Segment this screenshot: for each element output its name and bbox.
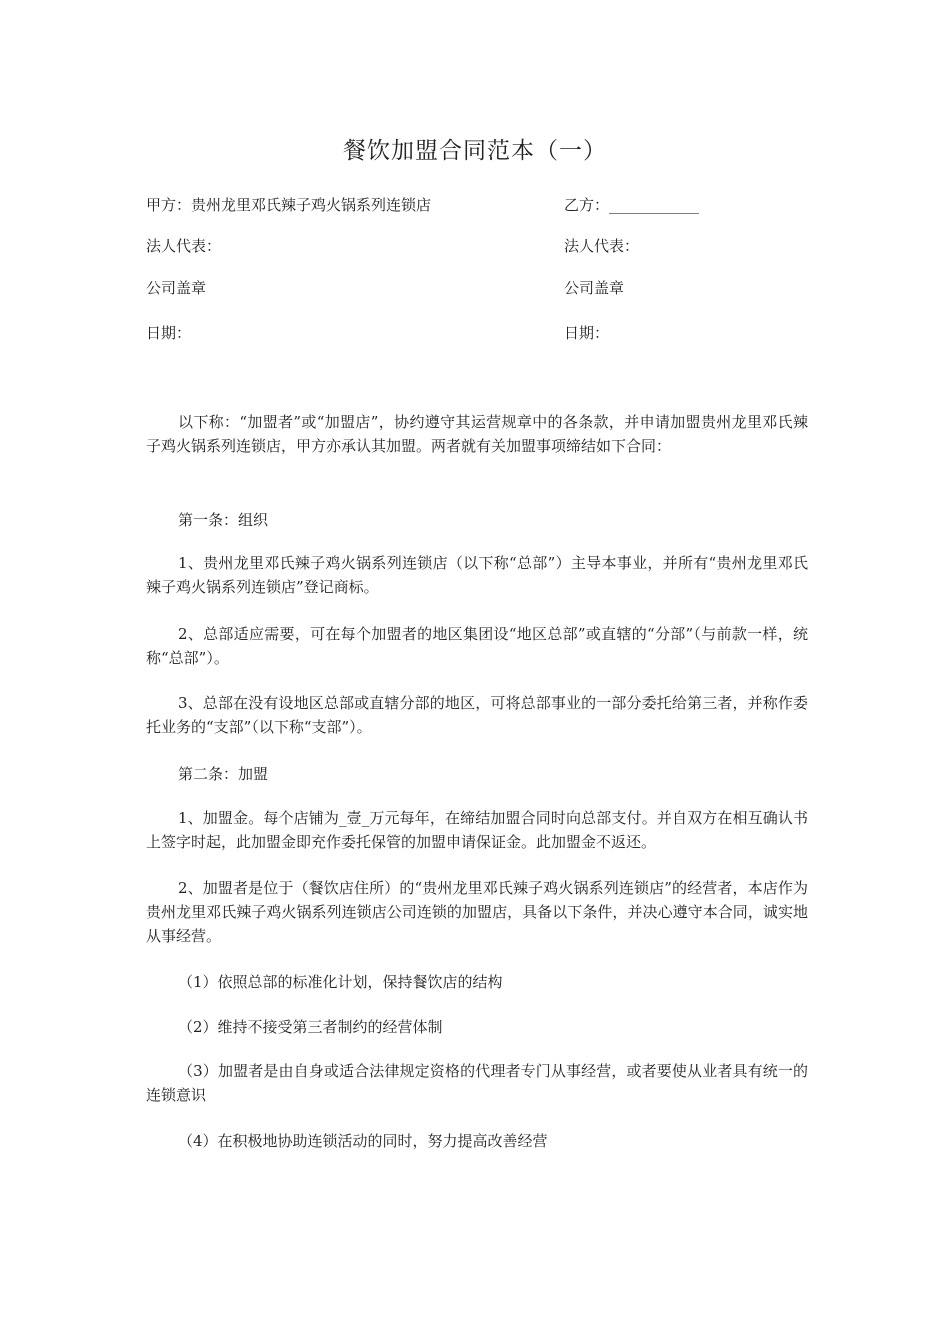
article-2-item-2: 2、加盟者是位于（餐饮店住所）的“贵州龙里邓氏辣子鸡火锅系列连锁店”的经营者，本店作为贵州龙里邓氏辣子鸡火锅系列连锁店公司连锁的加盟店，具备以下条件，并决心遵守本合同，诚实地从事经营。	[146, 879, 808, 945]
party-b-name: 乙方：____________	[564, 196, 700, 214]
intro-paragraph: 以下称：“加盟者”或“加盟店”，协约遵守其运营规章中的各条款，并申请加盟贵州龙里邓氏辣子鸡火锅系列连锁店，甲方亦承认其加盟。两者就有关加盟事项缔结如下合同：	[146, 413, 808, 455]
party-b-seal: 公司盖章	[564, 279, 625, 297]
party-a-seal: 公司盖章	[146, 279, 207, 297]
article-1-item-1: 1、贵州龙里邓氏辣子鸡火锅系列连锁店（以下称“总部”）主导本事业，并所有“贵州龙里邓氏辣子鸡火锅系列连锁店”登记商标。	[146, 554, 808, 596]
condition-2: （2）维持不接受第三者制约的经营体制	[178, 1018, 443, 1036]
condition-3: （3）加盟者是由自身或适合法律规定资格的代理者专门从事经营，或者要使从业者具有统一的连锁意识	[146, 1062, 808, 1104]
document-title: 餐饮加盟合同范本（一）	[343, 138, 607, 164]
party-b-date: 日期：	[564, 324, 610, 342]
party-a-representative: 法人代表：	[146, 237, 222, 255]
party-a-name: 甲方：贵州龙里邓氏辣子鸡火锅系列连锁店	[146, 196, 432, 214]
condition-4: （4）在积极地协助连锁活动的同时，努力提高改善经营	[178, 1132, 548, 1150]
article-1-item-2: 2、总部适应需要，可在每个加盟者的地区集团设“地区总部”或直辖的“分部”（与前款一样，统称“总部”）。	[146, 625, 808, 667]
article-1-item-3: 3、总部在没有设地区总部或直辖分部的地区，可将总部事业的一部分委托给第三者，并称作委托业务的“支部”（以下称“支部”）。	[146, 694, 808, 736]
condition-1: （1）依照总部的标准化计划，保持餐饮店的结构	[178, 973, 503, 991]
article-1-heading: 第一条：组织	[178, 511, 269, 529]
party-a-date: 日期：	[146, 324, 192, 342]
party-b-representative: 法人代表：	[564, 237, 640, 255]
article-2-item-1: 1、加盟金。每个店铺为_壹_万元每年，在缔结加盟合同时向总部支付。并自双方在相互确认书上签字时起，此加盟金即充作委托保管的加盟申请保证金。此加盟金不返还。	[146, 809, 808, 851]
article-2-heading: 第二条：加盟	[178, 765, 269, 783]
